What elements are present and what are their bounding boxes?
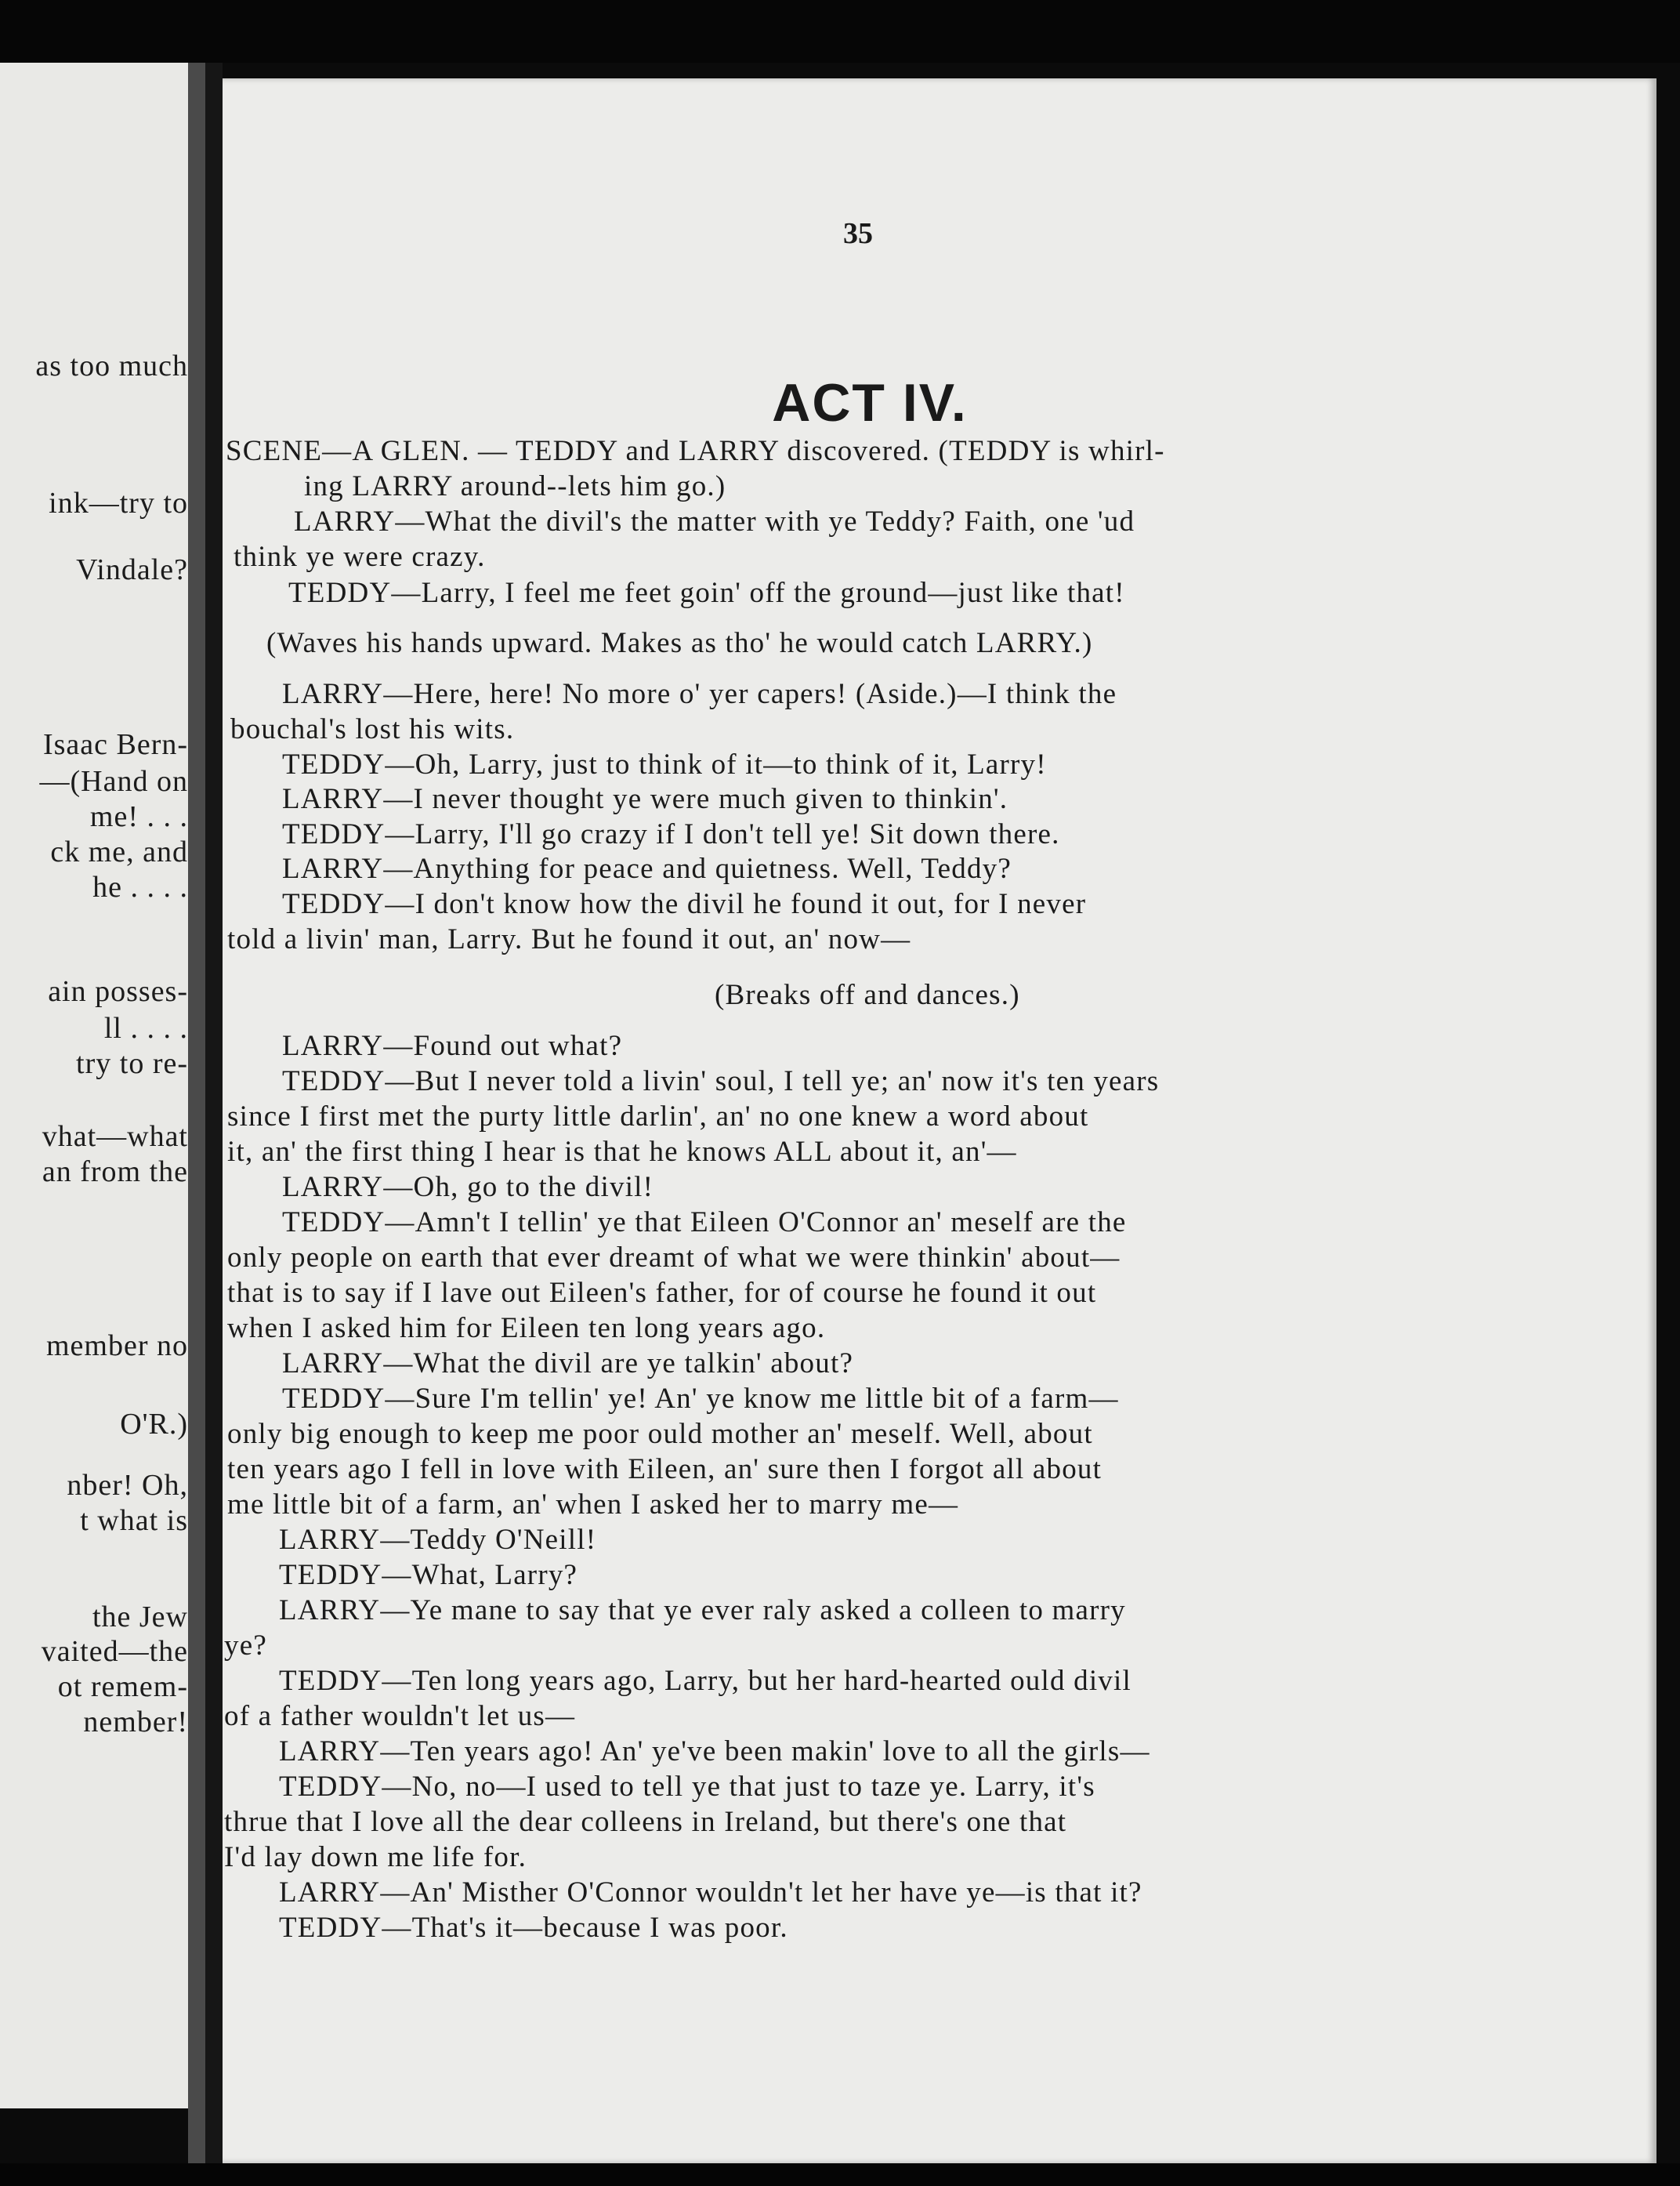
left-page-line: vhat—what <box>42 1120 188 1153</box>
left-page-line: ain posses- <box>48 975 188 1008</box>
text-line: TEDDY—Sure I'm tellin' ye! An' ye know me little bit of a farm— <box>282 1383 1119 1415</box>
text-line: LARRY—What the divil's the matter with ye Teddy? Faith, one 'ud <box>294 506 1135 538</box>
text-line: bouchal's lost his wits. <box>230 713 515 745</box>
text-line: that is to say if I lave out Eileen's father, for of course he found it out <box>227 1277 1097 1309</box>
facing-page-left <box>0 63 188 2108</box>
text-line: TEDDY—What, Larry? <box>279 1559 578 1591</box>
left-page-line: the Jew <box>92 1601 188 1633</box>
text-line: only people on earth that ever dreamt of what we were thinkin' about— <box>227 1242 1121 1274</box>
text-line: thrue that I love all the dear colleens in Ireland, but there's one that <box>224 1806 1067 1838</box>
text-line: LARRY—Here, here! No more o' yer capers! (Aside.)—I think the <box>282 678 1117 710</box>
text-line: TEDDY—That's it—because I was poor. <box>279 1912 788 1944</box>
text-line: TEDDY—But I never told a livin' soul, I tell ye; an' now it's ten years <box>282 1065 1160 1097</box>
text-line: told a livin' man, Larry. But he found it out, an' now— <box>227 923 911 955</box>
film-border-bottom <box>0 2163 1680 2186</box>
left-page-line: nber! Oh, <box>67 1469 188 1502</box>
text-line: LARRY—Oh, go to the divil! <box>282 1171 654 1203</box>
text-line: TEDDY—I don't know how the divil he found it out, for I never <box>282 888 1087 920</box>
text-line: LARRY—Anything for peace and quietness. Well, Teddy? <box>282 853 1012 885</box>
text-line: of a father wouldn't let us— <box>224 1700 576 1732</box>
left-page-line: Vindale? <box>76 553 188 586</box>
text-line: TEDDY—Larry, I feel me feet goin' off the ground—just like that! <box>288 577 1125 609</box>
left-page-line: ot remem- <box>57 1670 188 1703</box>
text-line: LARRY—Ye mane to say that ye ever raly asked a colleen to marry <box>279 1594 1126 1626</box>
text-line: since I first met the purty little darlin', an' no one knew a word about <box>227 1100 1089 1133</box>
left-page-line: me! . . . <box>89 800 188 833</box>
text-line: (Breaks off and dances.) <box>715 979 1020 1011</box>
text-line: ing LARRY around--lets him go.) <box>304 470 726 502</box>
text-line: LARRY—Ten years ago! An' ye've been makin' love to all the girls— <box>279 1735 1150 1767</box>
text-line: TEDDY—No, no—I used to tell ye that just to taze ye. Larry, it's <box>279 1771 1095 1803</box>
text-line: TEDDY—Larry, I'll go crazy if I don't tell ye! Sit down there. <box>282 818 1060 850</box>
text-line: LARRY—I never thought ye were much given to thinkin'. <box>282 783 1008 815</box>
left-page-line: try to re- <box>76 1047 188 1080</box>
left-page-line: —(Hand on <box>39 765 188 798</box>
left-page-line: vaited—the <box>41 1635 188 1668</box>
left-page-line: as too much <box>35 350 188 382</box>
text-line: SCENE—A GLEN. — TEDDY and LARRY discovered. (TEDDY is whirl- <box>226 435 1165 467</box>
text-line: (Waves his hands upward. Makes as tho' he would catch LARRY.) <box>266 627 1093 659</box>
left-page-line: Isaac Bern- <box>42 728 188 761</box>
left-page-line: ink—try to <box>49 487 188 520</box>
left-page-line: ll . . . . <box>103 1012 188 1045</box>
left-page-line: nember! <box>83 1706 188 1738</box>
text-line: TEDDY—Ten long years ago, Larry, but her hard-hearted ould divil <box>279 1665 1131 1697</box>
text-line: me little bit of a farm, an' when I asked her to marry me— <box>227 1488 959 1521</box>
text-line: only big enough to keep me poor ould mother an' meself. Well, about <box>227 1418 1093 1450</box>
text-line: I'd lay down me life for. <box>224 1841 527 1873</box>
text-line: LARRY—An' Misther O'Connor wouldn't let her have ye—is that it? <box>279 1876 1142 1909</box>
text-line: LARRY—What the divil are ye talkin' about? <box>282 1347 854 1379</box>
text-line: LARRY—Found out what? <box>282 1030 623 1062</box>
left-page-line: he . . . . <box>92 871 188 904</box>
left-page-line: ck me, and <box>50 836 188 868</box>
text-line: when I asked him for Eileen ten long years ago. <box>227 1312 826 1344</box>
page-number: 35 <box>843 217 873 250</box>
text-line: LARRY—Teddy O'Neill! <box>279 1524 597 1556</box>
text-line: it, an' the first thing I hear is that he knows ALL about it, an'— <box>227 1136 1017 1168</box>
text-line: ye? <box>224 1630 267 1662</box>
text-line: ten years ago I fell in love with Eileen, an' sure then I forgot all about <box>227 1453 1102 1485</box>
left-page-line: member no <box>45 1329 188 1362</box>
text-line: TEDDY—Amn't I tellin' ye that Eileen O'Connor an' meself are the <box>282 1206 1127 1238</box>
text-line: TEDDY—Oh, Larry, just to think of it—to think of it, Larry! <box>282 749 1047 781</box>
left-page-line: an from the <box>42 1155 188 1188</box>
left-page-line: O'R.) <box>120 1408 188 1441</box>
left-page-line: t what is <box>80 1504 188 1537</box>
text-line: think ye were crazy. <box>234 541 486 573</box>
film-border-top <box>0 0 1680 63</box>
act-title: ACT IV. <box>772 373 968 433</box>
